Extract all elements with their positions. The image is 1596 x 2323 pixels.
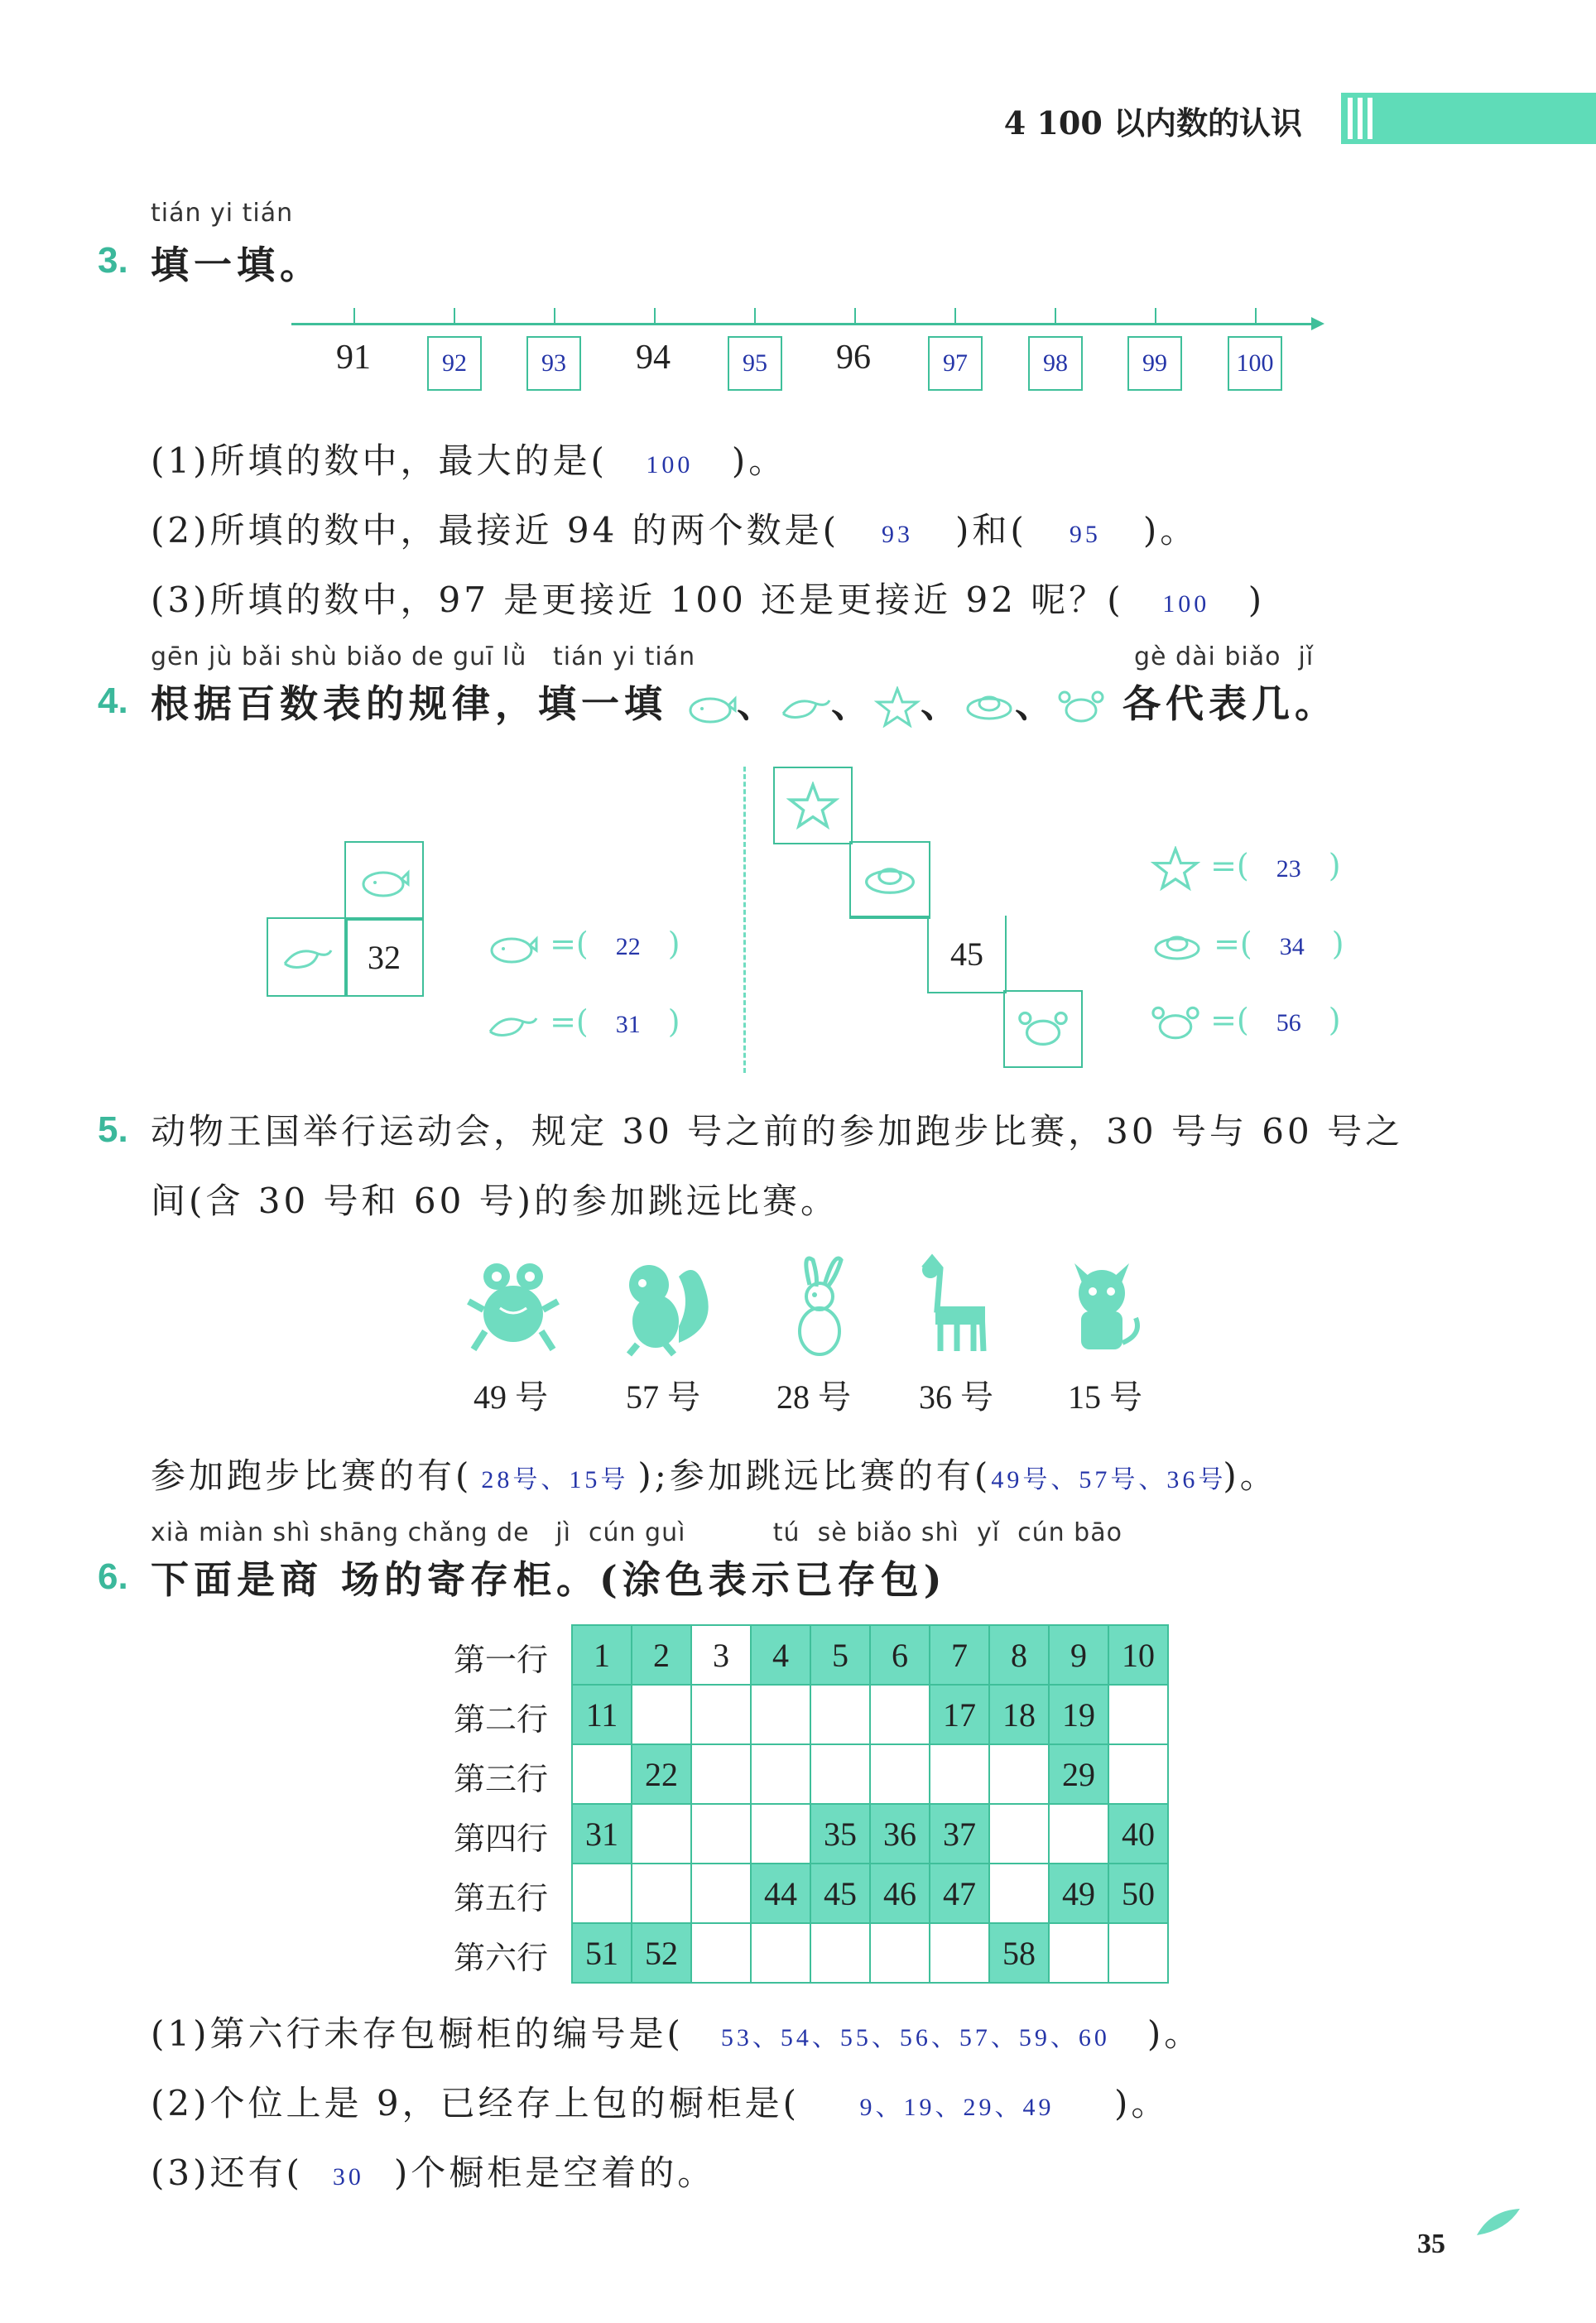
- locker-cell[interactable]: 58: [989, 1923, 1049, 1983]
- cat-icon: [1056, 1252, 1147, 1363]
- row-label: 第六行: [454, 1940, 549, 1976]
- equals-close: ): [1331, 926, 1344, 962]
- starfish-icon: [786, 782, 839, 830]
- equals-close: ): [1328, 1002, 1341, 1038]
- locker-row: [572, 1625, 1168, 1685]
- locker-cell[interactable]: [1108, 1685, 1168, 1744]
- line-number: 91: [336, 339, 371, 377]
- tick: [554, 308, 555, 325]
- q6-sub3-answer[interactable]: 30: [332, 2163, 364, 2191]
- q6-sub2-end: )。: [1113, 2083, 1170, 2123]
- q3-sub3: [151, 573, 1265, 623]
- row-label: 第二行: [454, 1701, 549, 1738]
- q3-sub3-text: (3)所填的数中，97 是更接近 100 还是更接近 92 呢？(: [151, 580, 1124, 620]
- q4-pinyin-end: gè dài biǎo jǐ: [1134, 642, 1315, 671]
- giraffe-icon: [907, 1252, 998, 1363]
- q6-number: 6.: [98, 1556, 128, 1597]
- q4-number: 4.: [98, 681, 128, 721]
- locker-cell[interactable]: [632, 1804, 691, 1864]
- q6-sub1-text: (1)第六行未存包橱柜的编号是(: [151, 2013, 684, 2054]
- tick: [754, 308, 756, 325]
- q6-sub3-end: )个橱柜是空着的。: [393, 2152, 716, 2193]
- q3-sub3-answer[interactable]: 100: [1162, 590, 1210, 618]
- q3-pinyin: tián yi tián: [151, 199, 294, 228]
- animal-label: 57 号: [626, 1378, 700, 1416]
- q3-sub2: [151, 503, 1198, 553]
- locker-cell[interactable]: 9: [1049, 1625, 1108, 1685]
- line-number: 96: [836, 339, 871, 377]
- locker-cell[interactable]: 45: [810, 1864, 870, 1923]
- q5-jump-label: );参加跳远比赛的有(: [637, 1455, 992, 1496]
- q4-divider: [743, 767, 746, 1073]
- dolphin-icon: [278, 939, 336, 975]
- tick: [1155, 308, 1156, 325]
- number-line-arrow-icon: [1311, 317, 1324, 330]
- locker-cell[interactable]: 31: [572, 1804, 632, 1864]
- q5-end: )。: [1223, 1455, 1278, 1496]
- answer-box[interactable]: 98: [1028, 336, 1083, 391]
- locker-cell[interactable]: [751, 1804, 810, 1864]
- locker-cell[interactable]: [870, 1685, 930, 1744]
- locker-row: [572, 1923, 1168, 1983]
- q6-sub1: [151, 2007, 1202, 2056]
- locker-cell[interactable]: [989, 1864, 1049, 1923]
- animal-label: 28 号: [776, 1378, 851, 1416]
- row-label: 第一行: [454, 1642, 549, 1678]
- q3-sub2-end: )。: [1142, 510, 1199, 551]
- row-label: 第三行: [454, 1761, 549, 1797]
- q4-pinyin: gēn jù bǎi shù biǎo de guī lǜ tián yi tián: [151, 642, 696, 671]
- tick: [954, 308, 956, 325]
- header-band: [1341, 93, 1596, 144]
- locker-cell[interactable]: [691, 1864, 751, 1923]
- locker-cell[interactable]: [989, 1804, 1049, 1864]
- q3-title: 填一填。: [151, 243, 323, 287]
- q4-title: [151, 674, 1338, 729]
- turtle-answer-row: [1151, 926, 1344, 965]
- starfish-icon: [1151, 846, 1200, 891]
- locker-cell[interactable]: [1108, 1923, 1168, 1983]
- value-cell: 32: [344, 917, 424, 997]
- locker-row: [572, 1804, 1168, 1864]
- locker-cell[interactable]: [810, 1744, 870, 1804]
- starfish-answer[interactable]: 23: [1276, 854, 1301, 883]
- dolphin-answer-row: [485, 1003, 680, 1043]
- locker-cell[interactable]: 6: [870, 1625, 930, 1685]
- crab-icon: [1017, 1008, 1069, 1051]
- stair-edge: [849, 916, 930, 917]
- whale-icon: [485, 929, 540, 965]
- locker-cell[interactable]: [1049, 1923, 1108, 1983]
- tick: [854, 308, 856, 325]
- locker-row: [572, 1744, 1168, 1804]
- locker-cell[interactable]: [632, 1864, 691, 1923]
- tick: [1255, 308, 1257, 325]
- page-number: 35: [1417, 2229, 1445, 2259]
- crab-answer[interactable]: 56: [1276, 1009, 1301, 1036]
- locker-cell[interactable]: [751, 1685, 810, 1744]
- q4-title-text: 根据百数表的规律，填一填: [151, 681, 667, 726]
- q4-title-end: 各代表几。: [1122, 681, 1339, 726]
- starfish-answer-row: [1151, 846, 1341, 891]
- crab-icon: [1151, 1003, 1200, 1044]
- q6-title: 下面是商 场的寄存柜。(涂色表示已存包): [151, 1557, 947, 1602]
- locker-cell[interactable]: [691, 1923, 751, 1983]
- answer-box[interactable]: 97: [928, 336, 983, 391]
- q3-sub1-end: )。: [731, 440, 787, 481]
- row-label: 第四行: [454, 1820, 549, 1857]
- q3-sub2-answer2[interactable]: 95: [1069, 521, 1101, 548]
- header-stripes: [1348, 98, 1377, 142]
- q3-sub2-text: (2)所填的数中，最接近 94 的两个数是(: [151, 510, 840, 551]
- answer-box[interactable]: 93: [526, 336, 581, 391]
- dolphin-icon: [780, 689, 831, 725]
- locker-cell[interactable]: 7: [930, 1625, 989, 1685]
- locker-cell[interactable]: 17: [930, 1685, 989, 1744]
- equals-close: ): [667, 926, 680, 962]
- equals-open: =(: [1210, 847, 1249, 884]
- tick: [353, 308, 355, 325]
- q6-sub2-answer[interactable]: 9、19、29、49: [859, 2094, 1055, 2121]
- locker-cell[interactable]: [572, 1864, 632, 1923]
- turtle-icon: [861, 860, 919, 900]
- line-number: 94: [636, 339, 671, 377]
- locker-cell[interactable]: [632, 1685, 691, 1744]
- locker-cell[interactable]: 49: [1049, 1864, 1108, 1923]
- equals-open: =(: [550, 926, 589, 962]
- locker-cell[interactable]: 46: [870, 1864, 930, 1923]
- number-line-axis: [291, 323, 1318, 325]
- q6-sub1-end: )。: [1147, 2013, 1203, 2054]
- answer-box[interactable]: 99: [1127, 336, 1182, 391]
- q3-sub1-answer[interactable]: 100: [646, 451, 694, 479]
- locker-row: [572, 1685, 1168, 1744]
- whale-cell: [344, 841, 424, 921]
- locker-cell[interactable]: [810, 1685, 870, 1744]
- dolphin-icon: [485, 1007, 540, 1043]
- locker-cell[interactable]: [930, 1744, 989, 1804]
- locker-row: [572, 1864, 1168, 1923]
- separator: 、: [1015, 681, 1059, 726]
- q3-sub2-answer1[interactable]: 93: [882, 521, 914, 548]
- locker-cell[interactable]: 2: [632, 1625, 691, 1685]
- q3-sub1: [151, 434, 786, 483]
- q3-sub1-text: (1)所填的数中，最大的是(: [151, 440, 608, 481]
- tick: [654, 308, 656, 325]
- locker-cell[interactable]: [572, 1744, 632, 1804]
- q5-line1: 动物王国举行运动会，规定 30 号之前的参加跑步比赛，30 号与 60 号之: [151, 1111, 1404, 1152]
- value-cell: 45: [927, 916, 1007, 993]
- squirrel-icon: [613, 1252, 720, 1363]
- locker-cell[interactable]: [1108, 1744, 1168, 1804]
- q6-sub3: [151, 2146, 715, 2196]
- animal-label: 36 号: [919, 1378, 993, 1416]
- q3-sub3-end: ): [1247, 580, 1266, 620]
- chapter-title: 4 100 以内数的认识: [1003, 104, 1302, 142]
- locker-cell[interactable]: [989, 1744, 1049, 1804]
- locker-cell[interactable]: [870, 1923, 930, 1983]
- locker-cell[interactable]: 19: [1049, 1685, 1108, 1744]
- locker-cell[interactable]: 8: [989, 1625, 1049, 1685]
- locker-cell[interactable]: [810, 1923, 870, 1983]
- whale-icon: [685, 689, 737, 725]
- locker-cell[interactable]: [751, 1923, 810, 1983]
- separator: 、: [737, 681, 781, 726]
- animal-label: 15 号: [1068, 1378, 1142, 1416]
- locker-cell[interactable]: [870, 1744, 930, 1804]
- answer-box[interactable]: 95: [728, 336, 782, 391]
- locker-cell[interactable]: 51: [572, 1923, 632, 1983]
- answer-box[interactable]: 100: [1228, 336, 1282, 391]
- q6-sub3-text: (3)还有(: [151, 2152, 303, 2193]
- starfish-cell: [773, 767, 853, 844]
- answer-box[interactable]: 92: [427, 336, 482, 391]
- separator: 、: [921, 681, 964, 726]
- leaf-icon: [1473, 2205, 1523, 2242]
- tick: [1055, 308, 1056, 325]
- q5-answer-line: [151, 1449, 1278, 1498]
- q3-sub2-mid: )和(: [955, 510, 1027, 551]
- locker-cell[interactable]: [691, 1804, 751, 1864]
- equals-close: ): [667, 1003, 680, 1040]
- locker-cell[interactable]: [1049, 1804, 1108, 1864]
- q6-pinyin: xià miàn shì shāng chǎng de jì cún guì tú sè biǎo shì yǐ cún bāo: [151, 1518, 1122, 1547]
- locker-cell[interactable]: 5: [810, 1625, 870, 1685]
- locker-cell[interactable]: [691, 1685, 751, 1744]
- row-label: 第五行: [454, 1880, 549, 1917]
- locker-cell[interactable]: [751, 1744, 810, 1804]
- turtle-answer[interactable]: 34: [1279, 933, 1305, 960]
- starfish-icon: [874, 686, 921, 728]
- equals-open: =(: [550, 1003, 589, 1040]
- q5-line2: 间(含 30 号和 60 号)的参加跳远比赛。: [151, 1181, 839, 1221]
- equals-open: =(: [1210, 1002, 1249, 1038]
- turtle-icon: [1151, 929, 1204, 965]
- locker-cell[interactable]: 3: [691, 1625, 751, 1685]
- locker-cell[interactable]: 35: [810, 1804, 870, 1864]
- locker-cell[interactable]: 29: [1049, 1744, 1108, 1804]
- locker-cell[interactable]: 18: [989, 1685, 1049, 1744]
- crab-answer-row: [1151, 1002, 1341, 1044]
- locker-cell[interactable]: 10: [1108, 1625, 1168, 1685]
- locker-cell[interactable]: [691, 1744, 751, 1804]
- equals-open: =(: [1214, 926, 1252, 962]
- locker-cell[interactable]: [930, 1923, 989, 1983]
- crab-cell: [1003, 990, 1083, 1068]
- dolphin-answer[interactable]: 31: [615, 1011, 641, 1038]
- locker-cell[interactable]: 52: [632, 1923, 691, 1983]
- q5-run-answer[interactable]: 28号、15号: [481, 1466, 629, 1493]
- locker-grid: [571, 1624, 1169, 1984]
- locker-cell[interactable]: 22: [632, 1744, 691, 1804]
- locker-cell[interactable]: 40: [1108, 1804, 1168, 1864]
- animal-label: 49 号: [474, 1378, 548, 1416]
- q6-sub2: [151, 2076, 1169, 2126]
- locker-cell[interactable]: 44: [751, 1864, 810, 1923]
- whale-icon: [357, 863, 411, 899]
- separator: 、: [831, 681, 875, 726]
- q5-number: 5.: [98, 1109, 128, 1150]
- locker-cell[interactable]: 36: [870, 1804, 930, 1864]
- locker-cell[interactable]: 4: [751, 1625, 810, 1685]
- whale-answer[interactable]: 22: [615, 933, 641, 960]
- dolphin-cell: [267, 917, 348, 997]
- q5-run-label: 参加跑步比赛的有(: [151, 1455, 473, 1496]
- locker-cell[interactable]: 11: [572, 1685, 632, 1744]
- locker-cell[interactable]: 47: [930, 1864, 989, 1923]
- tick: [454, 308, 455, 325]
- q6-sub2-text: (2)个位上是 9，已经存上包的橱柜是(: [151, 2083, 800, 2123]
- rabbit-icon: [776, 1252, 859, 1363]
- locker-cell[interactable]: 1: [572, 1625, 632, 1685]
- q5-jump-answer[interactable]: 49号、57号、36号: [991, 1466, 1227, 1493]
- crab-icon: [1058, 687, 1104, 727]
- locker-cell[interactable]: 37: [930, 1804, 989, 1864]
- q3-number: 3.: [98, 240, 128, 281]
- turtle-cell: [849, 841, 930, 919]
- frog-icon: [464, 1252, 563, 1363]
- locker-cell[interactable]: 50: [1108, 1864, 1168, 1923]
- whale-answer-row: [485, 926, 680, 965]
- turtle-icon: [964, 689, 1015, 725]
- equals-close: ): [1328, 847, 1341, 884]
- q6-sub1-answer[interactable]: 53、54、55、56、57、59、60: [720, 2024, 1110, 2051]
